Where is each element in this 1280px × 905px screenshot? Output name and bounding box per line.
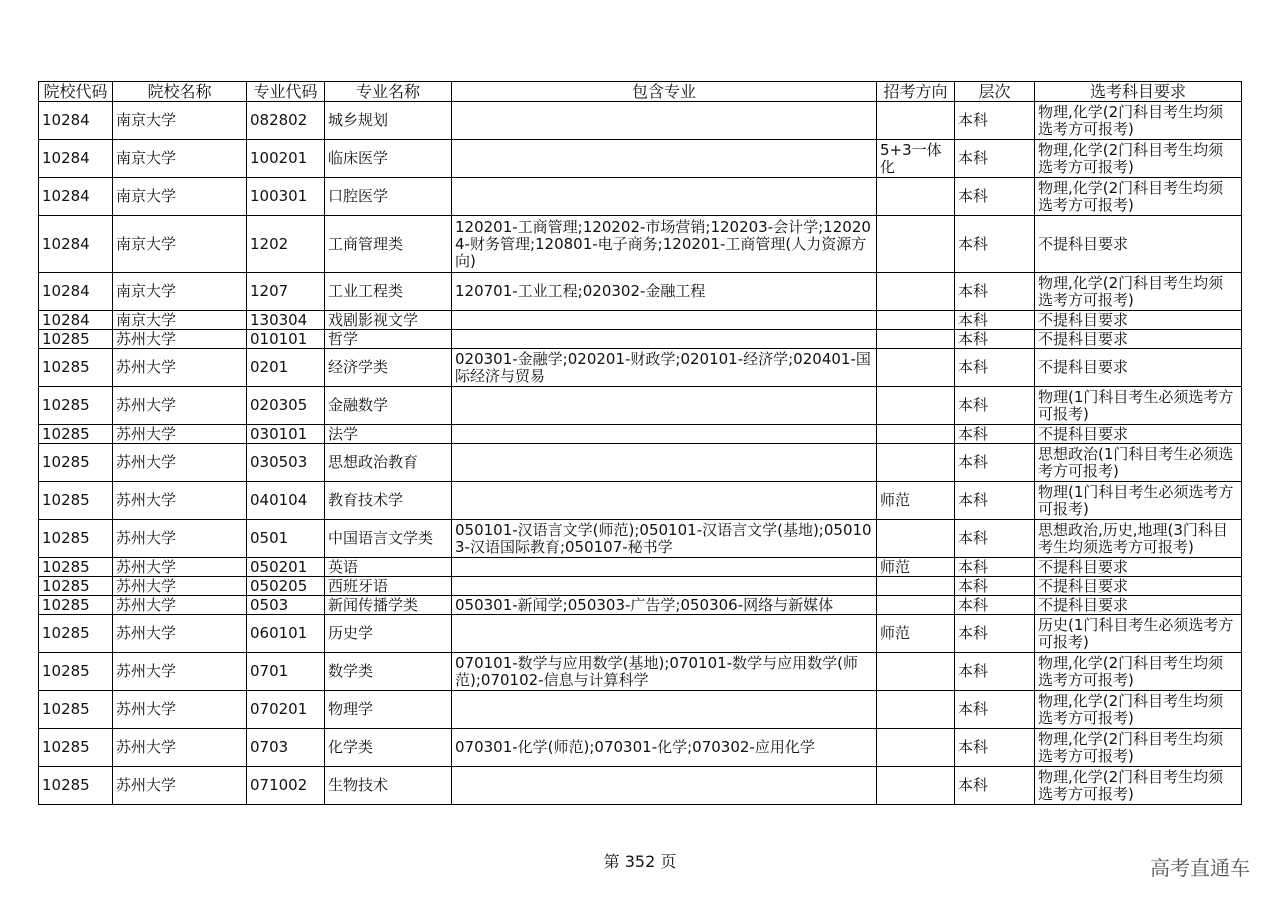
header-school-code: 院校代码 bbox=[39, 82, 113, 102]
cell-level: 本科 bbox=[955, 520, 1035, 558]
cell-direction bbox=[877, 767, 955, 805]
cell-major-code: 020305 bbox=[247, 387, 325, 425]
cell-school-code: 10285 bbox=[39, 330, 113, 349]
cell-school-name: 苏州大学 bbox=[113, 691, 247, 729]
cell-requirements: 物理,化学(2门科目考生均须选考方可报考) bbox=[1035, 140, 1242, 178]
table-row bbox=[39, 349, 1242, 387]
cell-direction bbox=[877, 349, 955, 387]
table-row bbox=[39, 311, 1242, 330]
cell-direction bbox=[877, 729, 955, 767]
cell-major-code: 0701 bbox=[247, 653, 325, 691]
cell-includes bbox=[452, 444, 877, 482]
page-number: 第 352 页 bbox=[603, 852, 677, 871]
cell-school-name: 苏州大学 bbox=[113, 767, 247, 805]
cell-major-name: 物理学 bbox=[325, 691, 452, 729]
cell-level: 本科 bbox=[955, 425, 1035, 444]
cell-level: 本科 bbox=[955, 178, 1035, 216]
cell-major-code: 071002 bbox=[247, 767, 325, 805]
cell-school-name: 南京大学 bbox=[113, 216, 247, 273]
cell-requirements: 物理,化学(2门科目考生均须选考方可报考) bbox=[1035, 767, 1242, 805]
cell-includes: 120701-工业工程;020302-金融工程 bbox=[452, 273, 877, 311]
cell-school-name: 南京大学 bbox=[113, 178, 247, 216]
cell-major-name: 城乡规划 bbox=[325, 102, 452, 140]
cell-school-name: 苏州大学 bbox=[113, 577, 247, 596]
cell-school-name: 苏州大学 bbox=[113, 425, 247, 444]
cell-school-name: 苏州大学 bbox=[113, 615, 247, 653]
cell-major-name: 临床医学 bbox=[325, 140, 452, 178]
cell-major-code: 0201 bbox=[247, 349, 325, 387]
table-row bbox=[39, 767, 1242, 805]
watermark: 高考直通车 bbox=[1150, 856, 1250, 880]
cell-school-name: 苏州大学 bbox=[113, 330, 247, 349]
cell-includes: 070101-数学与应用数学(基地);070101-数学与应用数学(师范);070102-信息与计算科学 bbox=[452, 653, 877, 691]
cell-level: 本科 bbox=[955, 387, 1035, 425]
header-major-name: 专业名称 bbox=[325, 82, 452, 102]
cell-school-code: 10285 bbox=[39, 558, 113, 577]
cell-major-name: 历史学 bbox=[325, 615, 452, 653]
cell-major-name: 工商管理类 bbox=[325, 216, 452, 273]
cell-direction bbox=[877, 653, 955, 691]
cell-major-name: 思想政治教育 bbox=[325, 444, 452, 482]
cell-school-name: 苏州大学 bbox=[113, 558, 247, 577]
cell-level: 本科 bbox=[955, 102, 1035, 140]
cell-major-code: 1207 bbox=[247, 273, 325, 311]
cell-level: 本科 bbox=[955, 444, 1035, 482]
cell-direction bbox=[877, 596, 955, 615]
table-row bbox=[39, 273, 1242, 311]
cell-level: 本科 bbox=[955, 273, 1035, 311]
cell-direction bbox=[877, 520, 955, 558]
cell-school-code: 10284 bbox=[39, 273, 113, 311]
header-school-name: 院校名称 bbox=[113, 82, 247, 102]
cell-major-code: 130304 bbox=[247, 311, 325, 330]
cell-major-code: 100301 bbox=[247, 178, 325, 216]
cell-school-name: 南京大学 bbox=[113, 273, 247, 311]
header-includes: 包含专业 bbox=[452, 82, 877, 102]
cell-includes: 070301-化学(师范);070301-化学;070302-应用化学 bbox=[452, 729, 877, 767]
cell-school-code: 10285 bbox=[39, 425, 113, 444]
cell-school-name: 南京大学 bbox=[113, 311, 247, 330]
cell-includes bbox=[452, 178, 877, 216]
cell-level: 本科 bbox=[955, 767, 1035, 805]
cell-includes bbox=[452, 767, 877, 805]
cell-school-code: 10285 bbox=[39, 767, 113, 805]
cell-includes: 120201-工商管理;120202-市场营销;120203-会计学;120204-财务管理;120801-电子商务;120201-工商管理(人力资源方向) bbox=[452, 216, 877, 273]
table-row bbox=[39, 444, 1242, 482]
cell-major-code: 030101 bbox=[247, 425, 325, 444]
table-row bbox=[39, 330, 1242, 349]
cell-school-name: 苏州大学 bbox=[113, 653, 247, 691]
header-requirements: 选考科目要求 bbox=[1035, 82, 1242, 102]
header-major-code: 专业代码 bbox=[247, 82, 325, 102]
cell-school-name: 苏州大学 bbox=[113, 444, 247, 482]
cell-school-name: 苏州大学 bbox=[113, 729, 247, 767]
cell-includes bbox=[452, 691, 877, 729]
cell-major-code: 050201 bbox=[247, 558, 325, 577]
cell-major-name: 经济学类 bbox=[325, 349, 452, 387]
cell-requirements: 不提科目要求 bbox=[1035, 216, 1242, 273]
cell-level: 本科 bbox=[955, 653, 1035, 691]
cell-school-code: 10285 bbox=[39, 729, 113, 767]
table-row bbox=[39, 482, 1242, 520]
cell-school-code: 10285 bbox=[39, 349, 113, 387]
cell-school-code: 10285 bbox=[39, 596, 113, 615]
cell-requirements: 物理,化学(2门科目考生均须选考方可报考) bbox=[1035, 273, 1242, 311]
cell-school-code: 10285 bbox=[39, 482, 113, 520]
cell-school-name: 苏州大学 bbox=[113, 482, 247, 520]
cell-level: 本科 bbox=[955, 330, 1035, 349]
cell-direction bbox=[877, 387, 955, 425]
cell-requirements: 不提科目要求 bbox=[1035, 349, 1242, 387]
cell-major-code: 0703 bbox=[247, 729, 325, 767]
cell-school-code: 10285 bbox=[39, 387, 113, 425]
cell-includes: 050101-汉语言文学(师范);050101-汉语言文学(基地);050103-汉语国际教育;050107-秘书学 bbox=[452, 520, 877, 558]
cell-direction bbox=[877, 330, 955, 349]
cell-major-code: 010101 bbox=[247, 330, 325, 349]
table-row bbox=[39, 596, 1242, 615]
cell-major-name: 哲学 bbox=[325, 330, 452, 349]
cell-includes: 050301-新闻学;050303-广告学;050306-网络与新媒体 bbox=[452, 596, 877, 615]
cell-includes bbox=[452, 311, 877, 330]
cell-school-code: 10284 bbox=[39, 140, 113, 178]
cell-level: 本科 bbox=[955, 482, 1035, 520]
cell-direction bbox=[877, 311, 955, 330]
table-row bbox=[39, 558, 1242, 577]
table-row bbox=[39, 653, 1242, 691]
table-row bbox=[39, 691, 1242, 729]
cell-major-name: 法学 bbox=[325, 425, 452, 444]
cell-level: 本科 bbox=[955, 140, 1035, 178]
cell-major-code: 030503 bbox=[247, 444, 325, 482]
cell-includes bbox=[452, 387, 877, 425]
table-row bbox=[39, 425, 1242, 444]
cell-major-name: 金融数学 bbox=[325, 387, 452, 425]
cell-requirements: 不提科目要求 bbox=[1035, 596, 1242, 615]
cell-direction bbox=[877, 444, 955, 482]
cell-requirements: 物理,化学(2门科目考生均须选考方可报考) bbox=[1035, 178, 1242, 216]
cell-major-code: 0501 bbox=[247, 520, 325, 558]
cell-level: 本科 bbox=[955, 596, 1035, 615]
cell-includes bbox=[452, 102, 877, 140]
cell-direction: 5+3一体化 bbox=[877, 140, 955, 178]
cell-requirements: 不提科目要求 bbox=[1035, 330, 1242, 349]
cell-requirements: 不提科目要求 bbox=[1035, 558, 1242, 577]
cell-requirements: 思想政治,历史,地理(3门科目考生均须选考方可报考) bbox=[1035, 520, 1242, 558]
cell-major-name: 教育技术学 bbox=[325, 482, 452, 520]
cell-school-code: 10285 bbox=[39, 653, 113, 691]
cell-requirements: 不提科目要求 bbox=[1035, 425, 1242, 444]
cell-includes bbox=[452, 330, 877, 349]
cell-includes bbox=[452, 615, 877, 653]
cell-requirements: 不提科目要求 bbox=[1035, 577, 1242, 596]
cell-requirements: 物理(1门科目考生必须选考方可报考) bbox=[1035, 387, 1242, 425]
cell-major-code: 082802 bbox=[247, 102, 325, 140]
cell-level: 本科 bbox=[955, 615, 1035, 653]
cell-school-name: 苏州大学 bbox=[113, 596, 247, 615]
cell-direction: 师范 bbox=[877, 615, 955, 653]
cell-major-name: 西班牙语 bbox=[325, 577, 452, 596]
cell-direction bbox=[877, 577, 955, 596]
cell-direction bbox=[877, 273, 955, 311]
cell-requirements: 历史(1门科目考生必须选考方可报考) bbox=[1035, 615, 1242, 653]
table-row bbox=[39, 520, 1242, 558]
cell-major-code: 050205 bbox=[247, 577, 325, 596]
cell-level: 本科 bbox=[955, 691, 1035, 729]
cell-major-code: 1202 bbox=[247, 216, 325, 273]
cell-major-code: 040104 bbox=[247, 482, 325, 520]
table-row bbox=[39, 387, 1242, 425]
cell-direction bbox=[877, 425, 955, 444]
cell-level: 本科 bbox=[955, 216, 1035, 273]
cell-school-code: 10284 bbox=[39, 102, 113, 140]
cell-major-name: 工业工程类 bbox=[325, 273, 452, 311]
cell-school-code: 10285 bbox=[39, 520, 113, 558]
cell-level: 本科 bbox=[955, 558, 1035, 577]
cell-level: 本科 bbox=[955, 311, 1035, 330]
cell-major-name: 口腔医学 bbox=[325, 178, 452, 216]
cell-school-code: 10285 bbox=[39, 691, 113, 729]
cell-includes bbox=[452, 425, 877, 444]
header-row bbox=[39, 82, 1242, 102]
table-row bbox=[39, 729, 1242, 767]
cell-school-name: 苏州大学 bbox=[113, 387, 247, 425]
cell-school-code: 10285 bbox=[39, 444, 113, 482]
table-row bbox=[39, 615, 1242, 653]
cell-major-name: 戏剧影视文学 bbox=[325, 311, 452, 330]
cell-includes bbox=[452, 140, 877, 178]
cell-direction bbox=[877, 102, 955, 140]
cell-level: 本科 bbox=[955, 577, 1035, 596]
cell-requirements: 物理,化学(2门科目考生均须选考方可报考) bbox=[1035, 691, 1242, 729]
table-row bbox=[39, 102, 1242, 140]
cell-school-code: 10284 bbox=[39, 311, 113, 330]
cell-requirements: 物理,化学(2门科目考生均须选考方可报考) bbox=[1035, 102, 1242, 140]
table-row bbox=[39, 216, 1242, 273]
cell-major-name: 数学类 bbox=[325, 653, 452, 691]
cell-direction: 师范 bbox=[877, 482, 955, 520]
cell-level: 本科 bbox=[955, 729, 1035, 767]
cell-major-name: 新闻传播学类 bbox=[325, 596, 452, 615]
cell-requirements: 思想政治(1门科目考生必须选考方可报考) bbox=[1035, 444, 1242, 482]
cell-major-code: 0503 bbox=[247, 596, 325, 615]
table-row bbox=[39, 178, 1242, 216]
cell-includes bbox=[452, 577, 877, 596]
cell-level: 本科 bbox=[955, 349, 1035, 387]
cell-major-code: 100201 bbox=[247, 140, 325, 178]
table-row bbox=[39, 140, 1242, 178]
table-row bbox=[39, 577, 1242, 596]
cell-school-name: 南京大学 bbox=[113, 140, 247, 178]
header-direction: 招考方向 bbox=[877, 82, 955, 102]
cell-school-name: 南京大学 bbox=[113, 102, 247, 140]
cell-school-name: 苏州大学 bbox=[113, 349, 247, 387]
cell-requirements: 物理,化学(2门科目考生均须选考方可报考) bbox=[1035, 653, 1242, 691]
cell-major-name: 中国语言文学类 bbox=[325, 520, 452, 558]
cell-major-name: 化学类 bbox=[325, 729, 452, 767]
cell-major-name: 英语 bbox=[325, 558, 452, 577]
cell-requirements: 物理,化学(2门科目考生均须选考方可报考) bbox=[1035, 729, 1242, 767]
cell-major-name: 生物技术 bbox=[325, 767, 452, 805]
cell-includes bbox=[452, 558, 877, 577]
cell-school-code: 10284 bbox=[39, 178, 113, 216]
cell-direction bbox=[877, 216, 955, 273]
cell-school-name: 苏州大学 bbox=[113, 520, 247, 558]
cell-includes: 020301-金融学;020201-财政学;020101-经济学;020401-国际经济与贸易 bbox=[452, 349, 877, 387]
majors-table bbox=[38, 81, 1242, 805]
header-level: 层次 bbox=[955, 82, 1035, 102]
cell-major-code: 060101 bbox=[247, 615, 325, 653]
cell-requirements: 不提科目要求 bbox=[1035, 311, 1242, 330]
cell-direction bbox=[877, 691, 955, 729]
cell-major-code: 070201 bbox=[247, 691, 325, 729]
cell-direction: 师范 bbox=[877, 558, 955, 577]
cell-school-code: 10284 bbox=[39, 216, 113, 273]
table-body bbox=[39, 102, 1242, 805]
cell-school-code: 10285 bbox=[39, 577, 113, 596]
cell-school-code: 10285 bbox=[39, 615, 113, 653]
cell-includes bbox=[452, 482, 877, 520]
cell-requirements: 物理(1门科目考生必须选考方可报考) bbox=[1035, 482, 1242, 520]
cell-direction bbox=[877, 178, 955, 216]
